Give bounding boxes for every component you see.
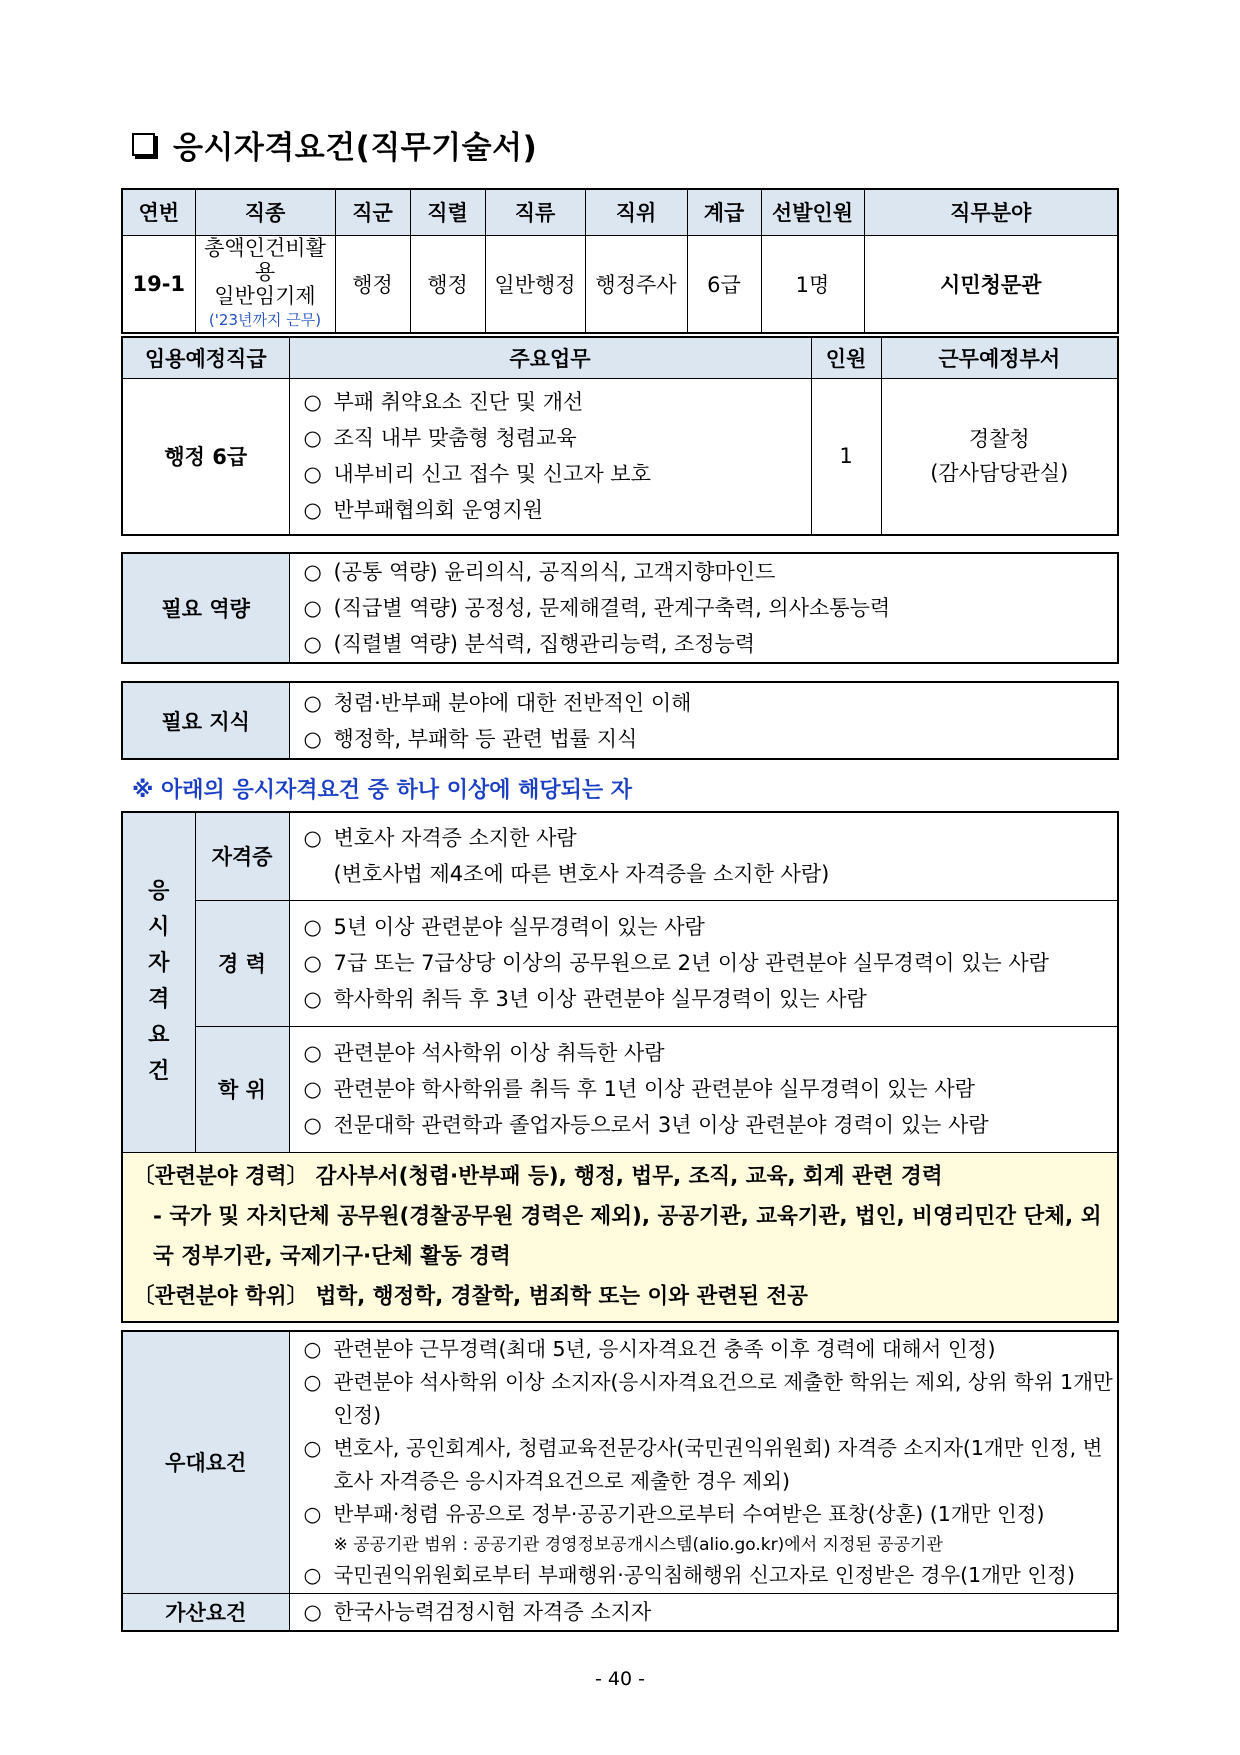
degree-label: 학 위: [195, 1026, 289, 1152]
list-item: ○ 전문대학 관련학과 졸업자등으로서 3년 이상 관련분야 경력이 있는 사람: [303, 1113, 989, 1137]
page-title: [132, 122, 537, 167]
job-table-header: [122, 189, 1118, 235]
preference-table: [121, 1330, 1119, 1632]
duty-table-row: [122, 378, 1118, 535]
license-list: [289, 812, 1118, 900]
job-table-row: [122, 235, 1118, 333]
header-count: 선발인원: [761, 189, 864, 235]
list-item: ○ 관련분야 석사학위 이상 소지자(응시자격요건으로 제출한 학위는 제외, 상위 학위 1개만 인정): [303, 1370, 1113, 1428]
duty-table-header: [122, 337, 1118, 378]
header-position: 직위: [585, 189, 687, 235]
related-career-line: 〔관련분야 경력〕 감사부서(청렴·반부패 등), 행정, 법무, 조직, 교육, 회계 관련 경력: [133, 1163, 943, 1189]
duty-count: 1: [811, 378, 881, 535]
job-no: 19-1: [122, 235, 195, 333]
header-no: 연번: [122, 189, 195, 235]
list-item: ○ 관련분야 근무경력(최대 5년, 응시자격요건 충족 이후 경력에 대해서 인정): [303, 1337, 996, 1362]
header-duties: 주요업무: [289, 337, 811, 378]
list-item: ○ (직급별 역량) 공정성, 문제해결력, 관계구축력, 의사소통능력: [303, 596, 891, 620]
knowledge-label: 필요 지식: [122, 682, 289, 759]
knowledge-list: [289, 682, 1118, 759]
list-item: ○ 내부비리 신고 접수 및 신고자 보호: [303, 462, 651, 487]
duty-list: [289, 378, 811, 535]
related-degree-line: 〔관련분야 학위〕 법학, 행정학, 경찰학, 범죄학 또는 이와 관련된 전공: [133, 1283, 808, 1309]
list-item: ○ 조직 내부 맞춤형 청렴교육: [303, 426, 577, 451]
dept-line1: 경찰청: [968, 427, 1030, 452]
job-table: [121, 188, 1119, 334]
header-type: 직종: [195, 189, 335, 235]
list-item: ○ 청렴·반부패 분야에 대한 전반적인 이해: [303, 690, 692, 715]
list-item: ○ (공통 역량) 윤리의식, 공직의식, 고객지향마인드: [303, 560, 776, 584]
job-grade: 6급: [687, 235, 761, 333]
degree-list: [289, 1026, 1118, 1152]
job-class: 일반행정: [485, 235, 585, 333]
duty-table: [121, 336, 1119, 536]
preference-label: 우대요건: [122, 1331, 289, 1593]
list-item: ○ 반부패·청렴 유공으로 정부·공공기관으로부터 수여받은 표창(상훈) (1개만 인정): [303, 1502, 1045, 1527]
list-item: ○ 변호사 자격증 소지한 사람: [303, 826, 577, 851]
header-group: 직군: [335, 189, 410, 235]
extra-label: 가산요건: [122, 1593, 289, 1631]
knowledge-table: [121, 681, 1119, 760]
qualification-notice: ※ 아래의 응시자격요건 중 하나 이상에 해당되는 자: [132, 778, 633, 803]
header-field: 직무분야: [864, 189, 1118, 235]
header-class: 직류: [485, 189, 585, 235]
header-headcount: 인원: [811, 337, 881, 378]
competency-label: 필요 역량: [122, 553, 289, 663]
list-item: ○ 행정학, 부패학 등 관련 법률 지식: [303, 726, 638, 751]
checkbox-square-icon: [132, 133, 155, 156]
list-item: ○ 7급 또는 7급상당 이상의 공무원으로 2년 이상 관련분야 실무경력이 있는 사람: [303, 951, 1049, 975]
qualification-vertical-label: 응 시 자 격 요 건: [122, 812, 195, 1152]
list-item: ○ 관련분야 석사학위 이상 취득한 사람: [303, 1041, 665, 1065]
job-type-note: ('23년까지 근무): [208, 310, 322, 329]
job-field: 시민청문관: [864, 235, 1118, 333]
list-item: ○ 5년 이상 관련분야 실무경력이 있는 사람: [303, 915, 705, 939]
dept-line2: (감사담당관실): [930, 461, 1069, 486]
related-field-box: [122, 1152, 1118, 1322]
extra-list: [289, 1593, 1118, 1631]
list-item: ○ 관련분야 학사학위를 취득 후 1년 이상 관련분야 실무경력이 있는 사람: [303, 1077, 975, 1101]
header-appoint-grade: 임용예정직급: [122, 337, 289, 378]
list-item: ○ (직렬별 역량) 분석력, 집행관리능력, 조정능력: [303, 632, 756, 656]
header-grade: 계급: [687, 189, 761, 235]
list-item-sub: (변호사법 제4조에 따른 변호사 자격증을 소지한 사람): [333, 862, 830, 887]
header-series: 직렬: [410, 189, 485, 235]
job-position: 행정주사: [585, 235, 687, 333]
competency-list: [289, 553, 1118, 663]
preference-sub-note: ※ 공공기관 범위 : 공공기관 경영정보공개시스템(alio.go.kr)에서 지정된 공공기관: [333, 1535, 943, 1556]
list-item: ○ 한국사능력검정시험 자격증 소지자: [303, 1599, 652, 1624]
career-list: [289, 900, 1118, 1026]
related-career-detail: - 국가 및 자치단체 공무원(경찰공무원 경력은 제외), 공공기관, 교육기관, 법인, 비영리민간 단체, 외국 정부기관, 국제기구·단체 활동 경력: [153, 1203, 1102, 1269]
job-type-line2: 일반임기제: [214, 283, 316, 308]
header-department: 근무예정부서: [881, 337, 1118, 378]
license-label: 자격증: [195, 812, 289, 900]
page-title-text: 응시자격요건(직무기술서): [173, 130, 538, 166]
duty-grade: 행정 6급: [122, 378, 289, 535]
competency-table: [121, 552, 1119, 664]
job-count: 1명: [761, 235, 864, 333]
list-item: ○ 변호사, 공인회계사, 청렴교육전문강사(국민권익위원회) 자격증 소지자(1개만 인정, 변호사 자격증은 응시자격요건으로 제출한 경우 제외): [303, 1436, 1103, 1494]
career-label: 경 력: [195, 900, 289, 1026]
qualification-table: [121, 811, 1119, 1323]
list-item: ○ 부패 취약요소 진단 및 개선: [303, 390, 584, 415]
preference-list: [289, 1331, 1118, 1593]
job-group: 행정: [335, 235, 410, 333]
job-series: 행정: [410, 235, 485, 333]
list-item: ○ 반부패협의회 운영지원: [303, 498, 544, 523]
job-type: [195, 235, 335, 333]
job-type-line1: 총액인건비활용: [204, 235, 326, 284]
page-number: - 40 -: [595, 1668, 645, 1690]
list-item: ○ 국민권익위원회로부터 부패행위·공익침해행위 신고자로 인정받은 경우(1개만 인정): [303, 1563, 1075, 1588]
duty-department: [881, 378, 1118, 535]
list-item: ○ 학사학위 취득 후 3년 이상 관련분야 실무경력이 있는 사람: [303, 987, 867, 1011]
